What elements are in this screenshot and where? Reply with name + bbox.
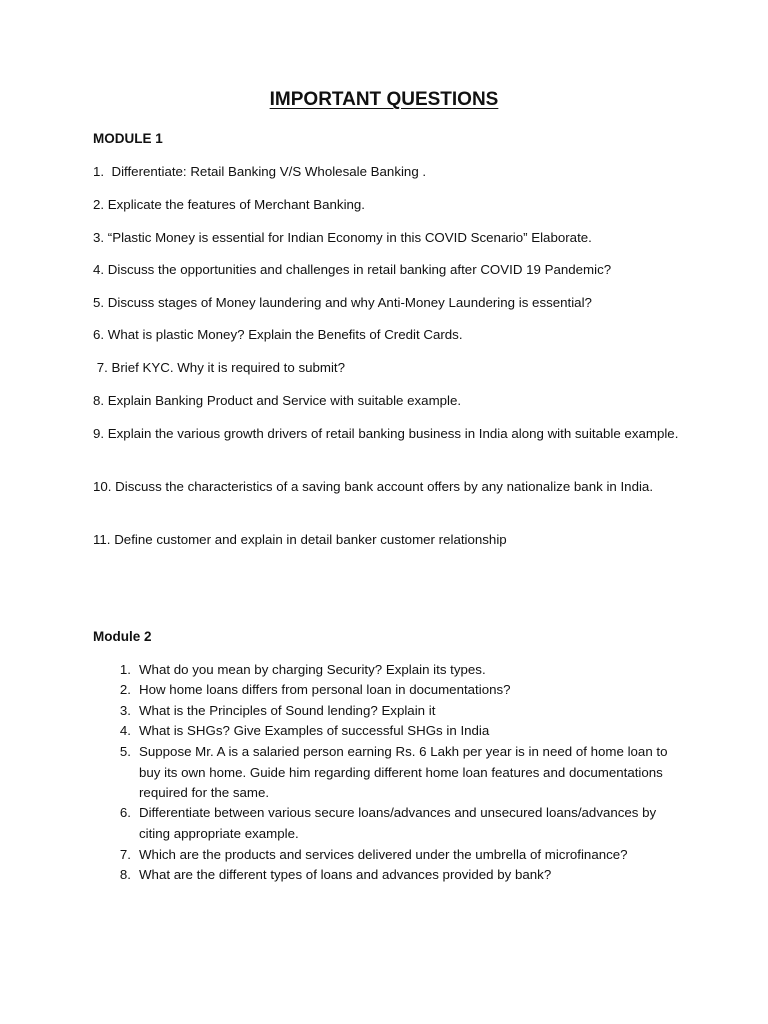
module-1-question: 4. Discuss the opportunities and challenges in retail banking after COVID 19 Pandemic? bbox=[93, 262, 612, 277]
list-item-number: 3. bbox=[119, 703, 131, 718]
module-1-question: 8. Explain Banking Product and Service with suitable example. bbox=[93, 393, 462, 408]
module-1-heading: MODULE 1 bbox=[93, 131, 163, 146]
module-1-question: 3. “Plastic Money is essential for Indian Economy in this COVID Scenario” Elaborate. bbox=[93, 230, 592, 245]
list-item-text: Suppose Mr. A is a salaried person earning Rs. 6 Lakh per year is in need of home loan to buy its own home. Guide him regarding different home loan features and documentations required for the same. bbox=[139, 744, 668, 800]
list-item-number: 8. bbox=[119, 867, 131, 882]
list-item-text: Which are the products and services delivered under the umbrella of microfinance? bbox=[139, 847, 628, 862]
list-item-number: 4. bbox=[119, 723, 131, 738]
list-item-text: What is the Principles of Sound lending? Explain it bbox=[139, 703, 436, 718]
module-1-question: 10. Discuss the characteristics of a saving bank account offers by any nationalize bank in India. bbox=[93, 479, 654, 494]
module-1-question: 6. What is plastic Money? Explain the Benefits of Credit Cards. bbox=[93, 327, 463, 342]
module-1-question: 11. Define customer and explain in detail banker customer relationship bbox=[93, 532, 507, 547]
list-item-text: How home loans differs from personal loan in documentations? bbox=[139, 682, 511, 697]
list-item-text: What are the different types of loans and advances provided by bank? bbox=[139, 867, 552, 882]
page-title-text: IMPORTANT QUESTIONS bbox=[269, 89, 499, 110]
module-1-question: 2. Explicate the features of Merchant Banking. bbox=[93, 197, 366, 212]
list-item-text: Differentiate between various secure loans/advances and unsecured loans/advances by citing appropriate example. bbox=[139, 805, 657, 841]
list-item-text: What is SHGs? Give Examples of successful SHGs in India bbox=[139, 723, 490, 738]
list-item-number: 5. bbox=[119, 744, 131, 759]
list-item-number: 2. bbox=[119, 682, 131, 697]
list-item-number: 6. bbox=[119, 805, 131, 820]
list-item-text: What do you mean by charging Security? Explain its types. bbox=[139, 662, 486, 677]
module-1-question: 9. Explain the various growth drivers of retail banking business in India along with suitable example. bbox=[93, 426, 679, 441]
list-item-number: 1. bbox=[119, 662, 131, 677]
list-item-number: 7. bbox=[119, 847, 131, 862]
module-1-question: 7. Brief KYC. Why it is required to submit? bbox=[93, 360, 346, 375]
module-1-question: 5. Discuss stages of Money laundering and why Anti-Money Laundering is essential? bbox=[93, 295, 592, 310]
page-title bbox=[0, 88, 768, 112]
module-1-question: 1. Differentiate: Retail Banking V/S Wholesale Banking . bbox=[93, 164, 427, 179]
module-2-heading: Module 2 bbox=[93, 629, 152, 644]
